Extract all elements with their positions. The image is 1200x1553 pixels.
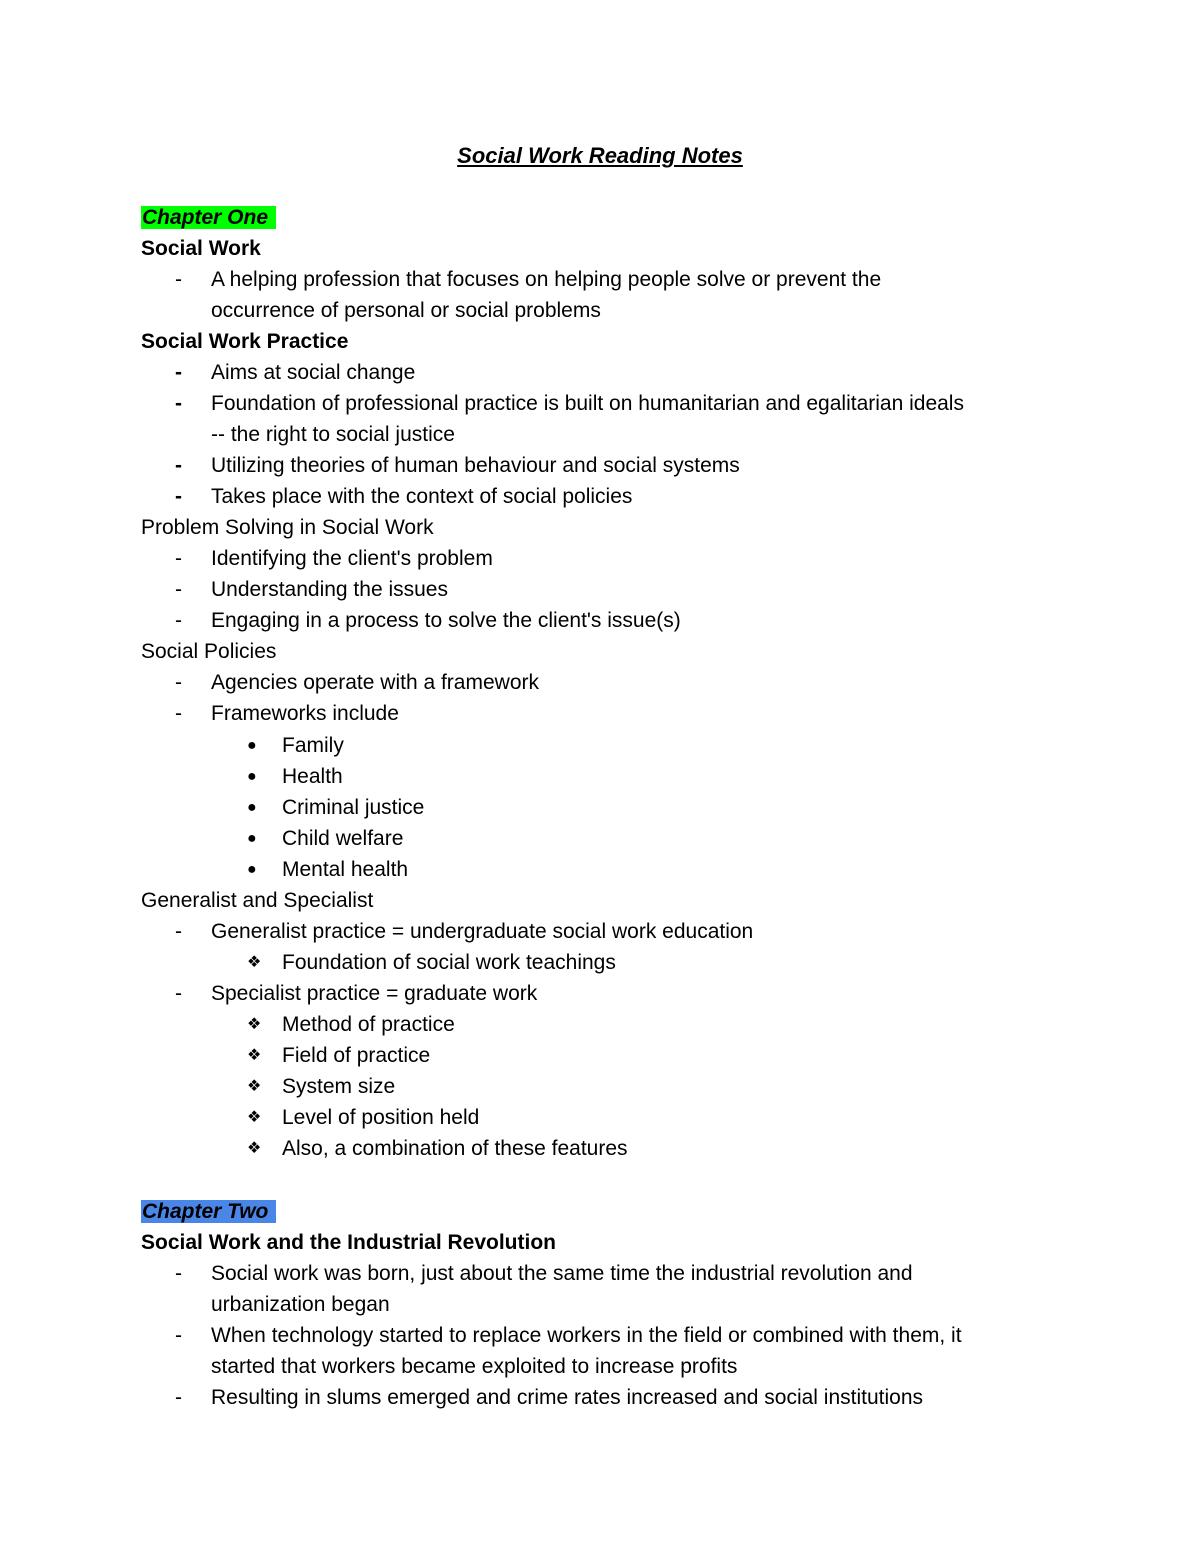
sub-list-item: Also, a combination of these features <box>282 1137 628 1160</box>
dash-marker: - <box>175 920 182 943</box>
list-item-continuation: -- the right to social justice <box>211 423 455 446</box>
list-item: Frameworks include <box>211 702 399 725</box>
industrial-revolution-heading: Social Work and the Industrial Revolution <box>141 1231 556 1254</box>
sub-list-item: Child welfare <box>282 827 404 850</box>
sub-list-item: Foundation of social work teachings <box>282 951 616 974</box>
dash-marker: - <box>175 578 182 601</box>
list-item: Specialist practice = graduate work <box>211 982 538 1005</box>
chapter-one-label: Chapter One <box>141 206 276 229</box>
dash-marker: - <box>175 982 182 1005</box>
list-item: Understanding the issues <box>211 578 448 601</box>
list-item: Agencies operate with a framework <box>211 671 539 694</box>
dash-marker: - <box>175 1386 182 1409</box>
sub-list-item: Criminal justice <box>282 796 425 819</box>
list-item: Identifying the client's problem <box>211 547 493 570</box>
dash-marker: - <box>175 485 182 508</box>
diamond-icon: ❖ <box>247 1078 262 1095</box>
dash-marker: - <box>175 671 182 694</box>
sub-list-item: Method of practice <box>282 1013 455 1036</box>
diamond-icon: ❖ <box>247 1140 262 1157</box>
list-item: Takes place with the context of social policies <box>211 485 633 508</box>
dash-marker: - <box>175 609 182 632</box>
diamond-icon: ❖ <box>247 1109 262 1126</box>
sub-list-item: Health <box>282 765 343 788</box>
bullet-icon: ● <box>247 830 257 847</box>
dash-marker: - <box>175 702 182 725</box>
list-item: Aims at social change <box>211 361 416 384</box>
list-item: Utilizing theories of human behaviour and social systems <box>211 454 740 477</box>
bullet-icon: ● <box>247 768 257 785</box>
sub-list-item: Mental health <box>282 858 409 881</box>
list-item: Generalist practice = undergraduate social work education <box>211 920 754 943</box>
bullet-icon: ● <box>247 861 257 878</box>
list-item: Social work was born, just about the same time the industrial revolution and <box>211 1262 913 1285</box>
dash-marker: - <box>175 1262 182 1285</box>
list-item: Resulting in slums emerged and crime rates increased and social institutions <box>211 1386 924 1409</box>
bullet-icon: ● <box>247 737 257 754</box>
chapter-two-heading <box>141 1196 276 1227</box>
bullet-icon: ● <box>247 799 257 816</box>
sub-list-item: Field of practice <box>282 1044 431 1067</box>
list-item-continuation: started that workers became exploited to increase profits <box>211 1355 738 1378</box>
diamond-icon: ❖ <box>247 1047 262 1064</box>
dash-marker: - <box>175 1324 182 1347</box>
chapter-two-label: Chapter Two <box>141 1200 276 1223</box>
sub-list-item: Level of position held <box>282 1106 480 1129</box>
list-item: When technology started to replace workers in the field or combined with them, it <box>211 1324 962 1347</box>
dash-marker: - <box>175 454 182 477</box>
list-item-continuation: occurrence of personal or social problems <box>211 299 601 322</box>
dash-marker: - <box>175 268 182 291</box>
list-item-continuation: urbanization began <box>211 1293 390 1316</box>
problem-solving-heading: Problem Solving in Social Work <box>141 516 434 539</box>
social-work-practice-heading: Social Work Practice <box>141 330 349 353</box>
sub-list-item: System size <box>282 1075 396 1098</box>
social-policies-heading: Social Policies <box>141 640 277 663</box>
dash-marker: - <box>175 392 182 415</box>
chapter-one-heading <box>141 202 276 233</box>
social-work-heading: Social Work <box>141 237 261 260</box>
diamond-icon: ❖ <box>247 1016 262 1033</box>
generalist-specialist-heading: Generalist and Specialist <box>141 889 374 912</box>
sub-list-item: Family <box>282 734 344 757</box>
diamond-icon: ❖ <box>247 954 262 971</box>
dash-marker: - <box>175 361 182 384</box>
list-item: Foundation of professional practice is built on humanitarian and egalitarian ideals <box>211 392 964 415</box>
list-item: Engaging in a process to solve the client's issue(s) <box>211 609 681 632</box>
list-item: A helping profession that focuses on helping people solve or prevent the <box>211 268 882 291</box>
dash-marker: - <box>175 547 182 570</box>
page-title: Social Work Reading Notes <box>457 143 743 168</box>
